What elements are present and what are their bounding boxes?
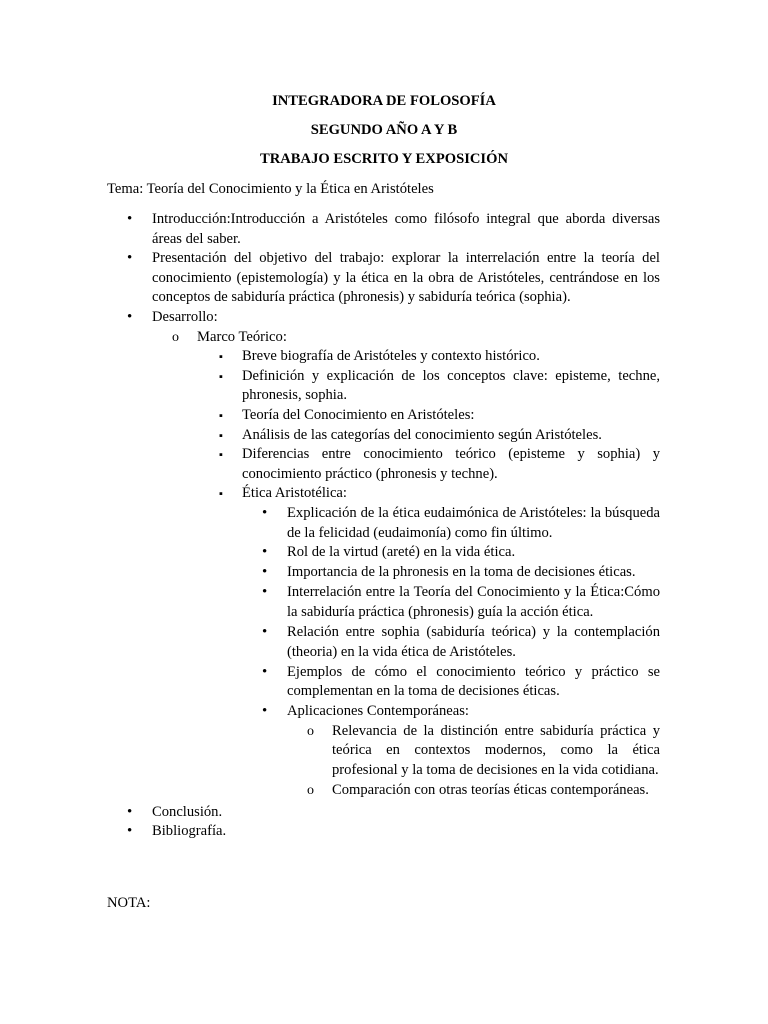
note-label: NOTA: xyxy=(107,895,151,911)
desarrollo-sublist xyxy=(172,328,660,801)
list-item-text: Ética Aristotélica: xyxy=(242,485,347,502)
list-item-text: Relación entre sophia (sabiduría teórica) y la contemplación (theoria) en la vida ética de Aristóteles. xyxy=(287,624,660,660)
list-item xyxy=(219,347,660,367)
list-item-text: Explicación de la ética eudaimónica de Aristóteles: la búsqueda de la felicidad (eudaimonía) como fin último. xyxy=(287,504,660,541)
circle-marker: o xyxy=(307,723,314,739)
list-item-presentacion xyxy=(127,249,660,308)
list-item-text: Marco Teórico: xyxy=(197,328,287,345)
list-item-text: Teoría del Conocimiento en Aristóteles: xyxy=(242,406,475,423)
bullet-marker: • xyxy=(127,823,133,840)
bullet-marker: • xyxy=(262,663,268,680)
list-item-bibliografia xyxy=(127,822,660,842)
list-item xyxy=(219,445,660,484)
list-item-text: Introducción:Introducción a Aristóteles como filósofo integral que aborda diversas áreas del saber. xyxy=(152,211,660,247)
bullet-marker: • xyxy=(127,211,133,227)
list-item xyxy=(219,367,660,406)
list-item xyxy=(262,623,660,662)
document-headings xyxy=(0,91,768,178)
square-marker: ▪ xyxy=(219,488,223,501)
list-item xyxy=(262,663,660,702)
bullet-marker: • xyxy=(127,308,133,325)
list-item-text: Bibliografía. xyxy=(152,823,227,840)
list-item-desarrollo xyxy=(127,308,660,801)
list-item-text: Definición y explicación de los conceptos clave: episteme, techne, phronesis, sophia. xyxy=(242,367,660,404)
square-marker: ▪ xyxy=(219,449,223,462)
list-item xyxy=(219,426,660,446)
topic-line: Tema: Teoría del Conocimiento y la Ética en Aristóteles xyxy=(107,181,434,197)
square-marker: ▪ xyxy=(219,409,223,422)
square-marker: ▪ xyxy=(219,429,223,442)
heading-title: INTEGRADORA DE FOLOSOFÍA xyxy=(272,93,496,109)
bullet-marker: • xyxy=(262,624,268,641)
square-marker: ▪ xyxy=(219,351,223,364)
list-item-text: Rol de la virtud (areté) en la vida ética. xyxy=(287,544,516,561)
circle-marker: o xyxy=(307,782,314,798)
list-item-text: Interrelación entre la Teoría del Conocimiento y la Ética:Cómo la sabiduría práctica (phronesis) guía la acción ética. xyxy=(287,584,660,621)
list-item xyxy=(262,563,660,583)
circle-marker: o xyxy=(172,329,179,345)
etica-sublist xyxy=(262,504,660,801)
list-item xyxy=(219,406,660,426)
list-item-text: Desarrollo: xyxy=(152,308,218,325)
list-item-text: Diferencias entre conocimiento teórico (episteme y sophia) y conocimiento práctico (phronesis y techne). xyxy=(242,446,660,482)
list-item xyxy=(307,722,660,781)
list-item-text: Relevancia de la distinción entre sabiduría práctica y teórica en contextos modernos, como la ética profesional y la toma de decisiones en la vida cotidiana. xyxy=(332,722,660,778)
bullet-marker: • xyxy=(127,803,133,820)
list-item-text: Ejemplos de cómo el conocimiento teórico y práctico se complementan en la toma de decisiones éticas. xyxy=(287,663,660,700)
list-item-text: Aplicaciones Contemporáneas: xyxy=(287,703,469,720)
bullet-marker: • xyxy=(127,250,133,267)
list-item xyxy=(262,583,660,622)
bullet-marker: • xyxy=(262,584,268,601)
heading-year: SEGUNDO AÑO A Y B xyxy=(310,122,458,138)
outline-list xyxy=(127,210,660,842)
list-item-etica xyxy=(219,484,660,800)
marco-sublist xyxy=(219,347,660,800)
list-item-conclusion xyxy=(127,803,660,823)
bullet-marker: • xyxy=(262,703,268,720)
list-item-text: Importancia de la phronesis en la toma de decisiones éticas. xyxy=(287,564,636,581)
aplicaciones-sublist xyxy=(307,722,660,801)
list-item xyxy=(262,543,660,563)
list-item-marco-teorico xyxy=(172,328,660,801)
list-item-text: Breve biografía de Aristóteles y contexto histórico. xyxy=(242,348,540,365)
heading-assignment: TRABAJO ESCRITO Y EXPOSICIÓN xyxy=(259,151,508,167)
bullet-marker: • xyxy=(262,504,268,521)
square-marker: ▪ xyxy=(219,370,223,383)
list-item-text: Comparación con otras teorías éticas contemporáneas. xyxy=(332,781,649,798)
list-item-text: Conclusión. xyxy=(152,803,223,820)
bullet-marker: • xyxy=(262,544,268,561)
list-item xyxy=(307,781,660,801)
list-item-text: Presentación del objetivo del trabajo: explorar la interrelación entre la teoría del conocimiento (epistemología) y la ética en la obra de Aristóteles, centrándose en los conceptos de sabiduría práctica (phronesis) y sabiduría teórica (sophia). xyxy=(152,250,660,306)
list-item xyxy=(262,504,660,543)
bullet-marker: • xyxy=(262,564,268,581)
list-item-aplicaciones xyxy=(262,702,660,800)
list-item-introduccion xyxy=(127,210,660,249)
list-item-text: Análisis de las categorías del conocimiento según Aristóteles. xyxy=(242,426,602,443)
